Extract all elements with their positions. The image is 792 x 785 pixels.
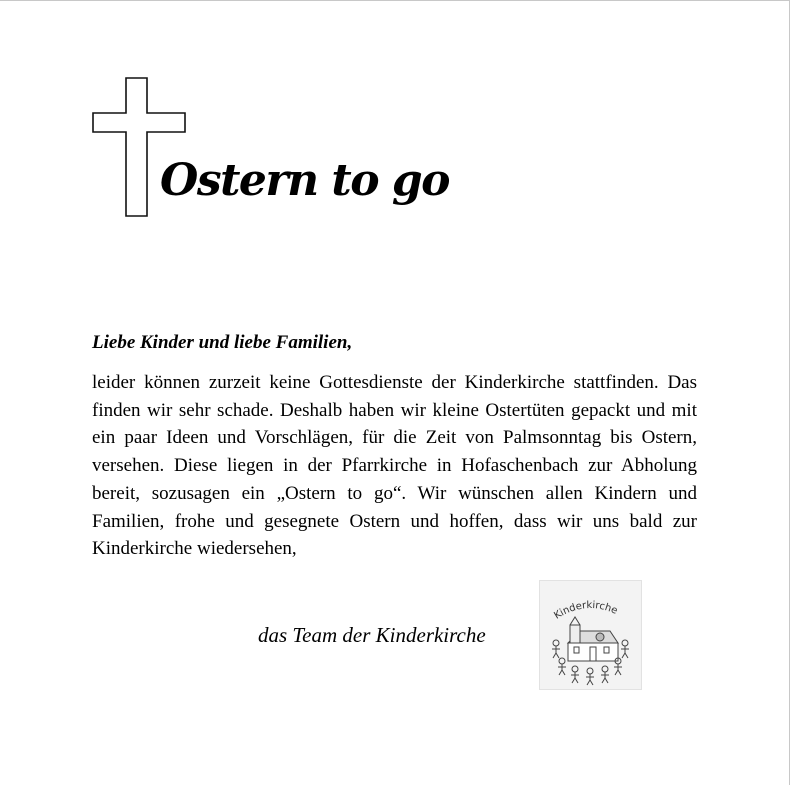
letter-body: leider können zurzeit keine Gottesdienste der Kinderkirche stattfinden. Das finden wir sehr schade. Deshalb haben wir kleine Ostertüten gepackt und mit ein paar Ideen und Vorschlägen, für die Zeit von Palmsonntag bis Ostern, versehen. Diese liegen in der Pfarrkirche in Hofaschenbach zur Abholung bereit, sozusagen ein „Ostern to go“. Wir wünschen allen Kindern und Familien, frohe und gesegnete Ostern und hoffen, dass wir uns bald zur Kinderkirche wiedersehen,: [92, 372, 697, 560]
logo-text: Kinderkirche: [552, 599, 620, 622]
kinderkirche-logo: [539, 580, 642, 690]
letter-greeting: Liebe Kinder und liebe Familien,: [92, 332, 353, 353]
page-title: Ostern to go: [160, 155, 450, 206]
church-with-children-logo: [540, 581, 641, 689]
letter-signature: das Team der Kinderkirche: [258, 623, 486, 647]
